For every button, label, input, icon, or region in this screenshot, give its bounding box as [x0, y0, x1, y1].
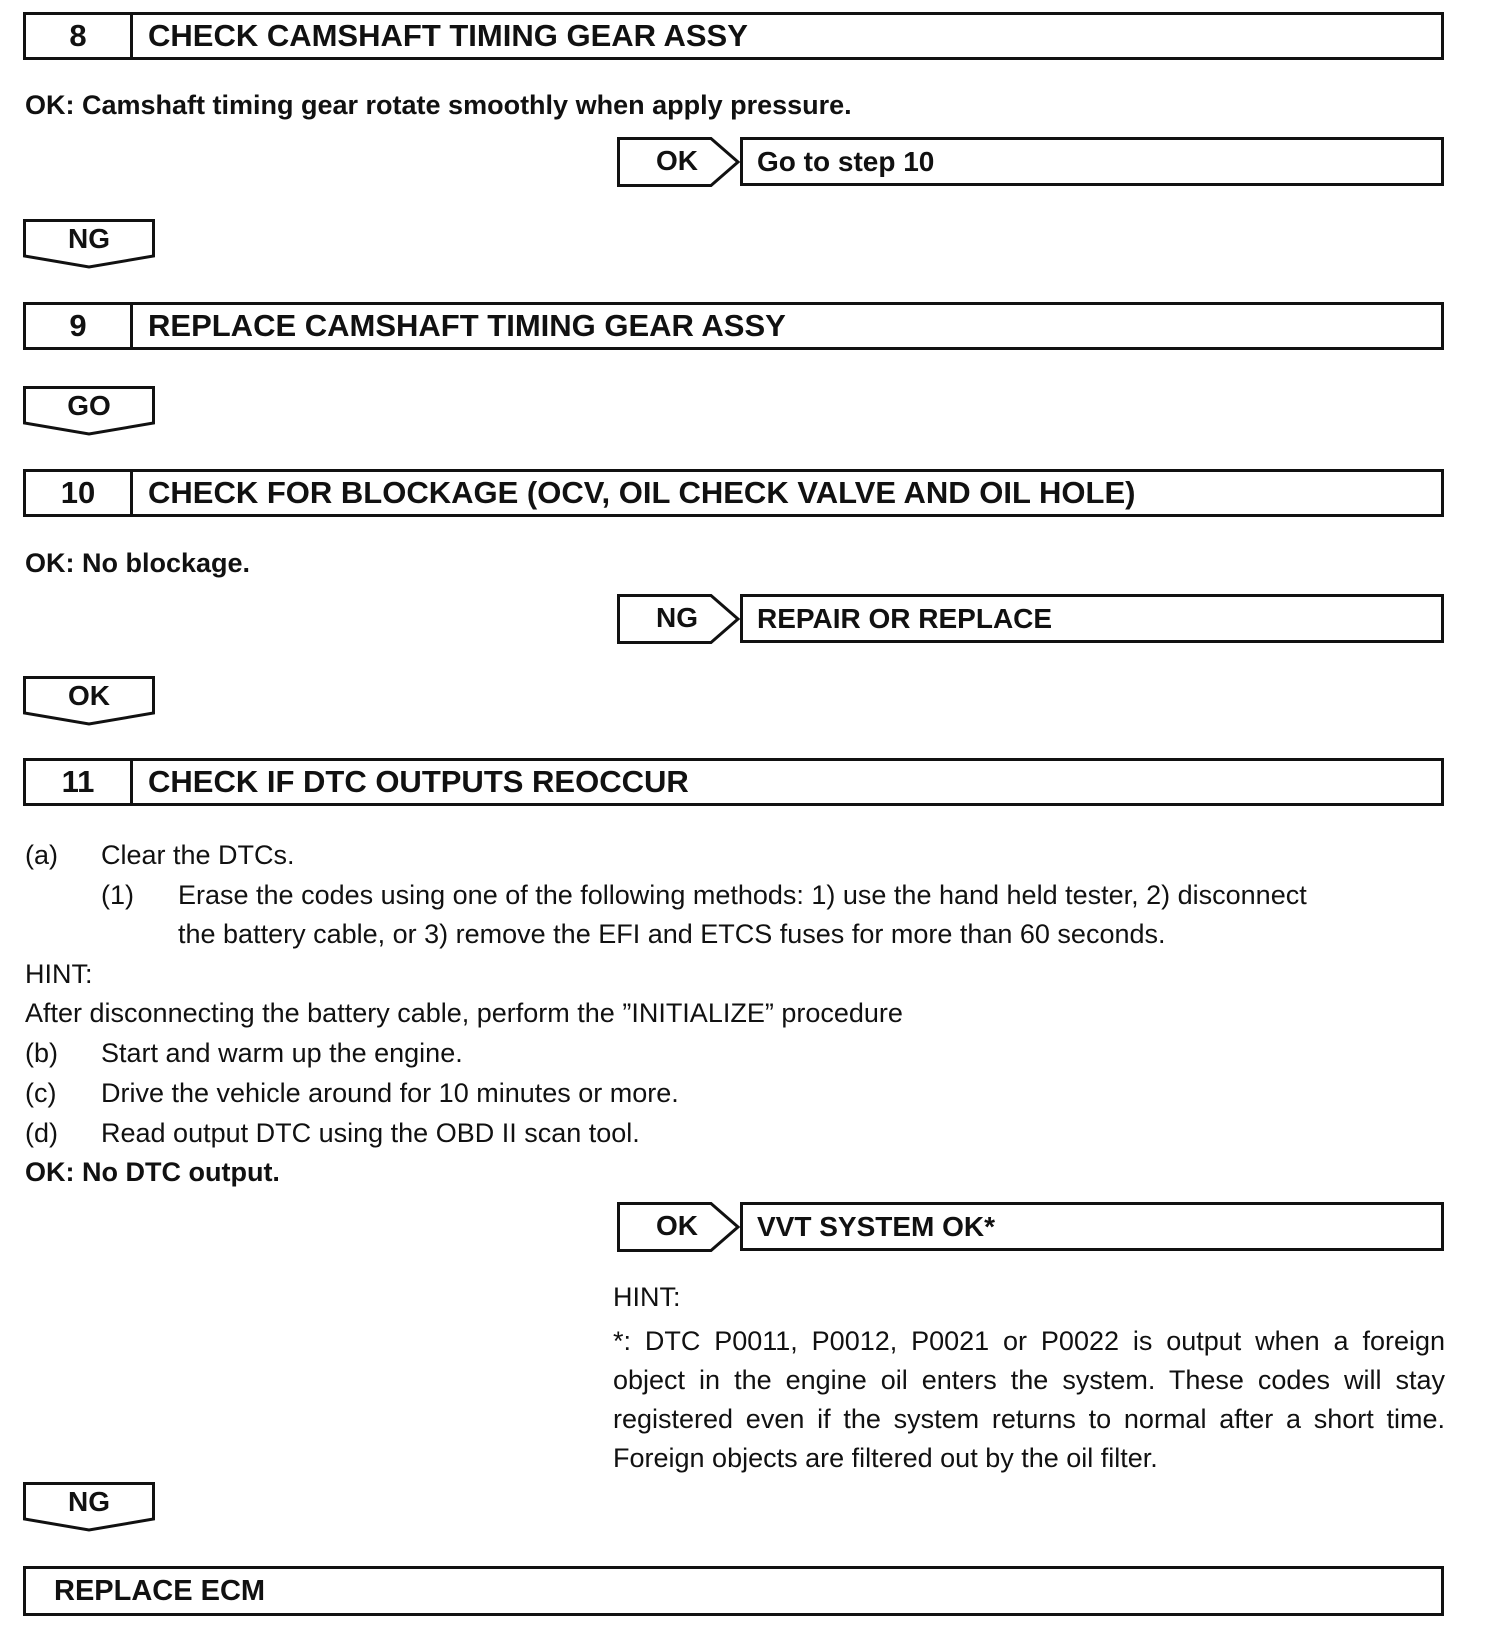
branch-ng-arrow [617, 594, 742, 644]
item-label: (c) [25, 1078, 57, 1108]
branch-result: VVT SYSTEM OK* [740, 1202, 1444, 1251]
step-title: CHECK FOR BLOCKAGE (OCV, OIL CHECK VALVE AND OIL HOLE) [148, 475, 1136, 510]
subitem-label: (1) [101, 880, 134, 910]
branch-result: Go to step 10 [740, 137, 1444, 186]
step-number: 10 [26, 472, 133, 514]
item-text: Read output DTC using the OBD II scan tool. [101, 1118, 640, 1148]
item-label: (d) [25, 1118, 58, 1148]
down-arrow-ng [23, 219, 155, 269]
branch-ok-arrow [617, 137, 742, 187]
branch-ok-arrow [617, 1202, 742, 1252]
item-text: Clear the DTCs. [101, 840, 295, 870]
item-label: (a) [25, 840, 58, 870]
hint-text: After disconnecting the battery cable, perform the ”INITIALIZE” procedure [25, 998, 903, 1028]
ok-criteria: OK: Camshaft timing gear rotate smoothly when apply pressure. [25, 90, 852, 120]
step-11-header [23, 758, 1444, 806]
step-10-header [23, 469, 1444, 517]
down-arrow-ok [23, 676, 155, 726]
item-label: (b) [25, 1038, 58, 1068]
step-8-header [23, 12, 1444, 60]
branch-result: REPAIR OR REPLACE [740, 594, 1444, 643]
step-title: CHECK IF DTC OUTPUTS REOCCUR [148, 764, 689, 799]
branch-label: OK [656, 1210, 698, 1241]
down-label: NG [68, 223, 110, 254]
step-title: CHECK CAMSHAFT TIMING GEAR ASSY [148, 18, 748, 53]
step-number: 11 [26, 761, 133, 803]
branch-label: OK [656, 145, 698, 176]
side-hint-label: HINT: [613, 1282, 681, 1312]
hint-label: HINT: [25, 959, 93, 989]
subitem-text-line1: Erase the codes using one of the following methods: 1) use the hand held tester, 2) disconnect [178, 880, 1307, 910]
step-9-header [23, 302, 1444, 350]
down-arrow-go [23, 386, 155, 436]
down-label: GO [67, 390, 111, 421]
item-text: Start and warm up the engine. [101, 1038, 463, 1068]
ok-criteria: OK: No DTC output. [25, 1157, 280, 1187]
step-number: 9 [26, 305, 133, 347]
step-number: 8 [26, 15, 133, 57]
step-title: REPLACE CAMSHAFT TIMING GEAR ASSY [148, 308, 786, 343]
subitem-text-line2: the battery cable, or 3) remove the EFI and ETCS fuses for more than 60 seconds. [178, 919, 1166, 949]
down-label: NG [68, 1486, 110, 1517]
item-text: Drive the vehicle around for 10 minutes or more. [101, 1078, 679, 1108]
down-label: OK [68, 680, 110, 711]
final-action-box: REPLACE ECM [23, 1566, 1444, 1616]
down-arrow-ng [23, 1482, 155, 1532]
branch-label: NG [656, 602, 698, 633]
ok-criteria: OK: No blockage. [25, 548, 251, 578]
side-hint-text: *: DTC P0011, P0012, P0021 or P0022 is output when a foreign object in the engine oil enters the system. These codes will stay registered even if the system returns to normal after a short time. Foreign objects are filtered out by the oil filter. [613, 1326, 1445, 1473]
